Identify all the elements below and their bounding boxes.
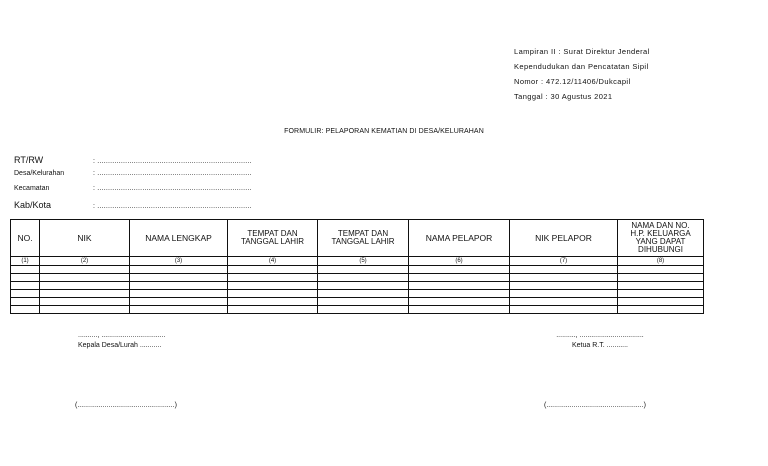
table-cell[interactable] <box>409 282 510 290</box>
header-nik: NIK <box>40 220 130 257</box>
table-cell[interactable] <box>228 298 318 306</box>
table-cell[interactable] <box>618 290 704 298</box>
table-cell[interactable] <box>40 282 130 290</box>
table-cell[interactable] <box>510 274 618 282</box>
table-cell[interactable] <box>510 266 618 274</box>
signature-title: Ketua R.T. ........... <box>571 342 629 349</box>
attachment-line-4: Tanggal : 30 Agustus 2021 <box>514 92 613 101</box>
field-label: Kecamatan <box>14 185 50 192</box>
table-cell[interactable] <box>130 266 228 274</box>
table-cell[interactable] <box>510 298 618 306</box>
attachment-line-3: Nomor : 472.12/11406/Dukcapil <box>514 77 631 86</box>
column-number: (8) <box>618 257 704 266</box>
header-tempat-tanggal-lahir: TEMPAT DAN TANGGAL LAHIR <box>228 220 318 257</box>
table-cell[interactable] <box>130 282 228 290</box>
table-cell[interactable] <box>11 306 40 314</box>
table-cell[interactable] <box>409 306 510 314</box>
table-row[interactable] <box>11 290 704 298</box>
table-cell[interactable] <box>40 274 130 282</box>
table-cell[interactable] <box>11 282 40 290</box>
field-label: RT/RW <box>14 155 44 165</box>
signature-block-village-head <box>78 331 166 351</box>
table-cell[interactable] <box>130 298 228 306</box>
table-cell[interactable] <box>318 266 409 274</box>
column-number: (1) <box>11 257 40 266</box>
field-kab-kota[interactable] <box>14 200 252 215</box>
table-row[interactable] <box>11 298 704 306</box>
form-title: FORMULIR: PELAPORAN KEMATIAN DI DESA/KELURAHAN <box>284 128 484 135</box>
table-row[interactable] <box>11 306 704 314</box>
death-report-table <box>10 219 704 314</box>
table-cell[interactable] <box>228 274 318 282</box>
table-row[interactable] <box>11 274 704 282</box>
column-number: (2) <box>40 257 130 266</box>
column-number: (5) <box>318 257 409 266</box>
field-desa-kelurahan[interactable] <box>14 170 252 185</box>
table-cell[interactable] <box>11 290 40 298</box>
table-cell[interactable] <box>11 274 40 282</box>
table-cell[interactable] <box>40 290 130 298</box>
table-cell[interactable] <box>318 306 409 314</box>
table-cell[interactable] <box>130 306 228 314</box>
table-cell[interactable] <box>228 290 318 298</box>
column-number-row <box>11 257 704 266</box>
header-kontak-keluarga: NAMA DAN NO. H.P. KELUARGA YANG DAPAT DIHUBUNGI <box>618 220 704 257</box>
table-cell[interactable] <box>228 266 318 274</box>
field-value[interactable]: : ........................................................................ <box>93 203 252 210</box>
table-cell[interactable] <box>11 266 40 274</box>
field-label: Desa/Kelurahan <box>14 170 65 177</box>
table-cell[interactable] <box>40 298 130 306</box>
table-cell[interactable] <box>228 282 318 290</box>
signature-name-village-head[interactable]: (..................................................) <box>75 402 177 409</box>
attachment-line-1: Lampiran II : Surat Direktur Jenderal <box>514 47 650 56</box>
table-row[interactable] <box>11 282 704 290</box>
table-cell[interactable] <box>618 282 704 290</box>
column-number: (3) <box>130 257 228 266</box>
table-cell[interactable] <box>409 290 510 298</box>
column-number: (6) <box>409 257 510 266</box>
table-cell[interactable] <box>40 266 130 274</box>
signature-title: Kepala Desa/Lurah ........... <box>78 342 162 349</box>
table-cell[interactable] <box>510 306 618 314</box>
header-nik-pelapor: NIK PELAPOR <box>510 220 618 257</box>
table-cell[interactable] <box>11 298 40 306</box>
table-cell[interactable] <box>618 298 704 306</box>
signature-name-rt-head[interactable]: (..................................................) <box>544 402 646 409</box>
field-rt-rw[interactable] <box>14 155 252 170</box>
table-cell[interactable] <box>618 274 704 282</box>
attachment-line-2: Kependudukan dan Pencatatan Sipil <box>514 62 649 71</box>
attachment-reference <box>514 44 650 104</box>
column-number: (7) <box>510 257 618 266</box>
table-cell[interactable] <box>510 290 618 298</box>
table-cell[interactable] <box>318 290 409 298</box>
header-nama-lengkap: NAMA LENGKAP <box>130 220 228 257</box>
table-cell[interactable] <box>409 274 510 282</box>
table-cell[interactable] <box>510 282 618 290</box>
table-cell[interactable] <box>318 282 409 290</box>
table-cell[interactable] <box>409 266 510 274</box>
table-cell[interactable] <box>318 298 409 306</box>
field-value[interactable]: : ........................................................................ <box>93 170 252 177</box>
header-nama-pelapor: NAMA PELAPOR <box>409 220 510 257</box>
table-cell[interactable] <box>318 274 409 282</box>
signature-place-date[interactable]: .........., ................................. <box>556 332 644 339</box>
field-kecamatan[interactable] <box>14 185 252 200</box>
table-cell[interactable] <box>618 306 704 314</box>
signature-block-rt-head <box>545 331 655 351</box>
field-value[interactable]: : ........................................................................ <box>93 185 252 192</box>
table-cell[interactable] <box>228 306 318 314</box>
header-tempat-tanggal-lahir-2: TEMPAT DAN TANGGAL LAHIR <box>318 220 409 257</box>
field-label: Kab/Kota <box>14 200 52 210</box>
table-cell[interactable] <box>40 306 130 314</box>
table-cell[interactable] <box>130 274 228 282</box>
table-header-row <box>11 220 704 257</box>
signature-place-date[interactable]: .........., ................................. <box>78 332 166 339</box>
location-fields <box>14 155 252 215</box>
field-value[interactable]: : ........................................................................ <box>93 158 252 165</box>
table-row[interactable] <box>11 266 704 274</box>
table-cell[interactable] <box>409 298 510 306</box>
table-cell[interactable] <box>618 266 704 274</box>
column-number: (4) <box>228 257 318 266</box>
header-no: NO. <box>11 220 40 257</box>
table-cell[interactable] <box>130 290 228 298</box>
